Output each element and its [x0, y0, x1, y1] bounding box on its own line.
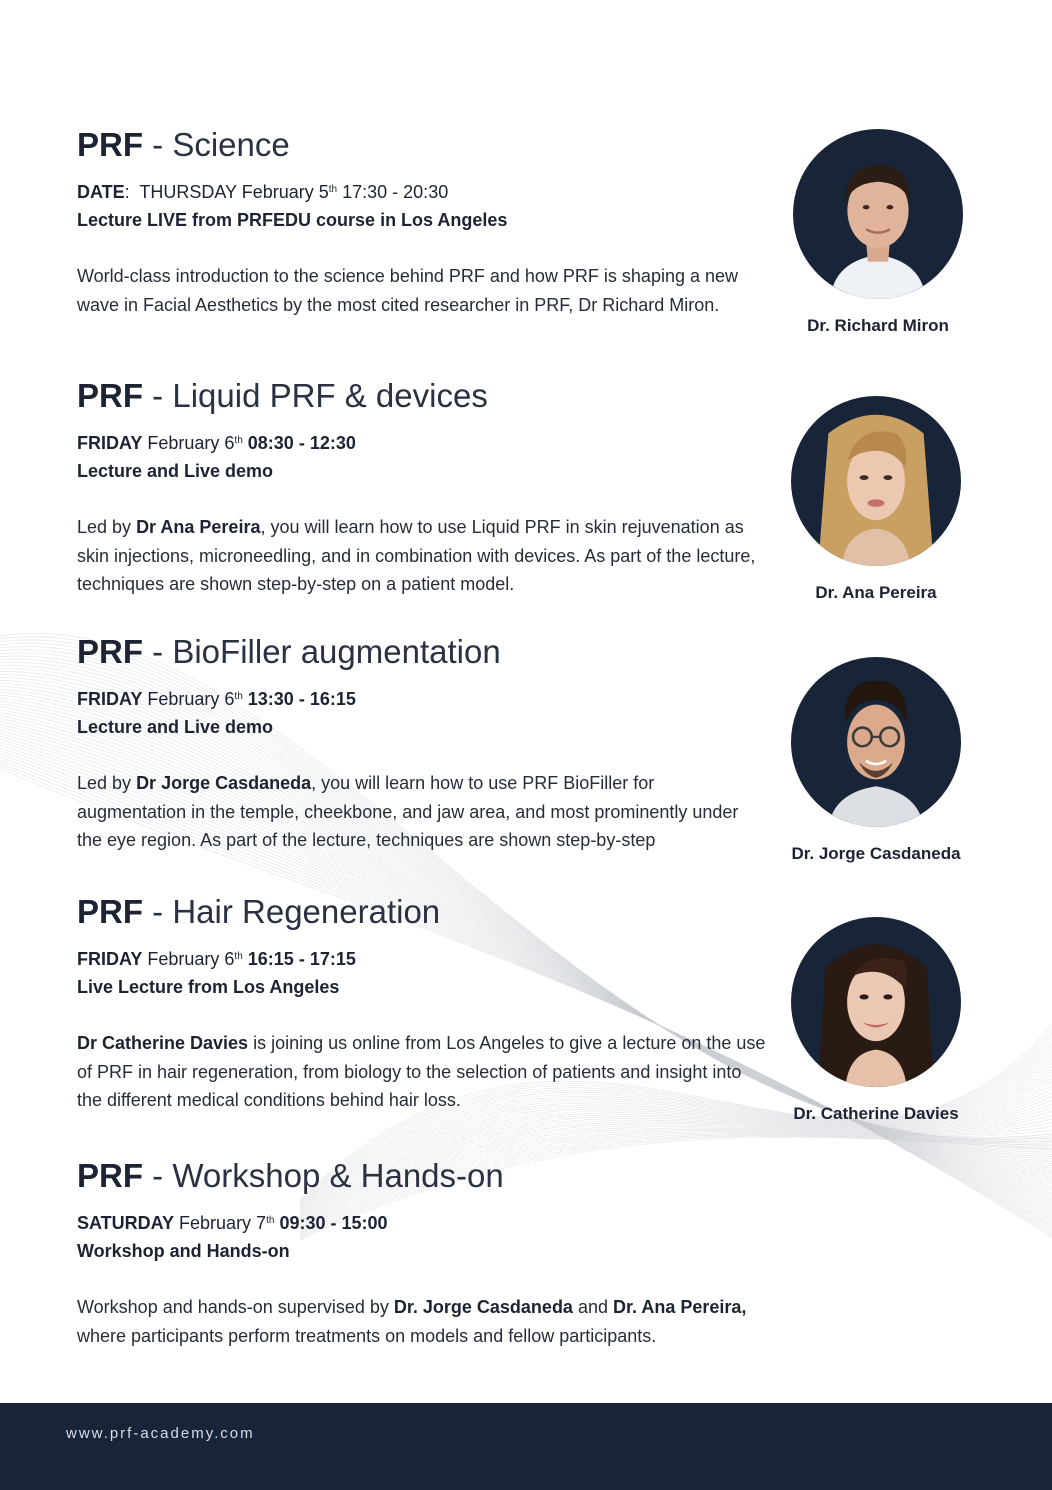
portrait-photo: [793, 129, 963, 299]
portrait-photo: [791, 657, 961, 827]
section-title: PRF - Science: [77, 126, 290, 163]
portrait-photo: [791, 396, 961, 566]
avatar: [790, 126, 966, 302]
section-title: PRF - Workshop & Hands-on: [77, 1157, 504, 1194]
speaker-name: Dr. Jorge Casdaneda: [791, 844, 961, 863]
avatar: [788, 393, 964, 569]
section-title: PRF - Liquid PRF & devices: [77, 377, 488, 414]
session-description: Led by Dr Jorge Casdaneda, you will learn how to use PRF BioFiller for augmentation in the temple, cheekbone, and jaw area, and most prominently under the eye region. As part of the lecture, techniques are shown step-by-step: [77, 773, 739, 850]
session-description: World-class introduction to the science behind PRF and how PRF is shaping a new wave in Facial Aesthetics by the most cited researcher in PRF, Dr Richard Miron.: [77, 266, 739, 315]
avatar: [788, 914, 964, 1090]
section-science: [77, 126, 767, 319]
speaker-name: Dr. Richard Miron: [807, 316, 949, 335]
section-biofiller: [77, 633, 767, 855]
session-format: Live Lecture from Los Angeles: [77, 977, 340, 997]
session-description: Dr Catherine Davies is joining us online from Los Angeles to give a lecture on the use of PRF in hair regeneration, from biology to the selection of patients and insight into the different medical conditions behind hair loss.: [77, 1033, 766, 1110]
session-date: DATE: THURSDAY February 5th 17:30 - 20:30: [77, 182, 449, 202]
section-title: PRF - Hair Regeneration: [77, 893, 441, 930]
section-workshop: [77, 1157, 767, 1350]
portrait-photo: [791, 917, 961, 1087]
speaker-card-jorge-casdaneda: [766, 654, 986, 864]
section-liquid-prf: [77, 377, 767, 599]
avatar: [788, 654, 964, 830]
session-description: Led by Dr Ana Pereira, you will learn how to use Liquid PRF in skin rejuvenation as skin injections, microneedling, and in combination with devices. As part of the lecture, techniques are shown step-by-step on a patient model.: [77, 517, 756, 594]
speaker-card-richard-miron: [768, 126, 988, 336]
session-format: Lecture and Live demo: [77, 717, 274, 737]
session-format: Workshop and Hands-on: [77, 1241, 290, 1261]
speaker-name: Dr. Ana Pereira: [815, 583, 937, 602]
session-description: Workshop and hands-on supervised by Dr. Jorge Casdaneda and Dr. Ana Pereira, where participants perform treatments on models and fellow participants.: [77, 1297, 747, 1346]
session-date: FRIDAY February 6th 16:15 - 17:15: [77, 949, 356, 969]
section-title: PRF - BioFiller augmentation: [77, 633, 501, 670]
website-link[interactable]: www.prf-academy.com: [66, 1425, 255, 1442]
session-date: SATURDAY February 7th 09:30 - 15:00: [77, 1213, 388, 1233]
speaker-card-ana-pereira: [766, 393, 986, 603]
session-date: FRIDAY February 6th 13:30 - 16:15: [77, 689, 356, 709]
session-format: Lecture LIVE from PRFEDU course in Los Angeles: [77, 210, 508, 230]
speaker-card-catherine-davies: [766, 914, 986, 1124]
footer-bar: [0, 1403, 1052, 1490]
speaker-name: Dr. Catherine Davies: [793, 1104, 959, 1123]
section-hair-regeneration: [77, 893, 767, 1115]
session-date: FRIDAY February 6th 08:30 - 12:30: [77, 433, 356, 453]
session-format: Lecture and Live demo: [77, 461, 274, 481]
